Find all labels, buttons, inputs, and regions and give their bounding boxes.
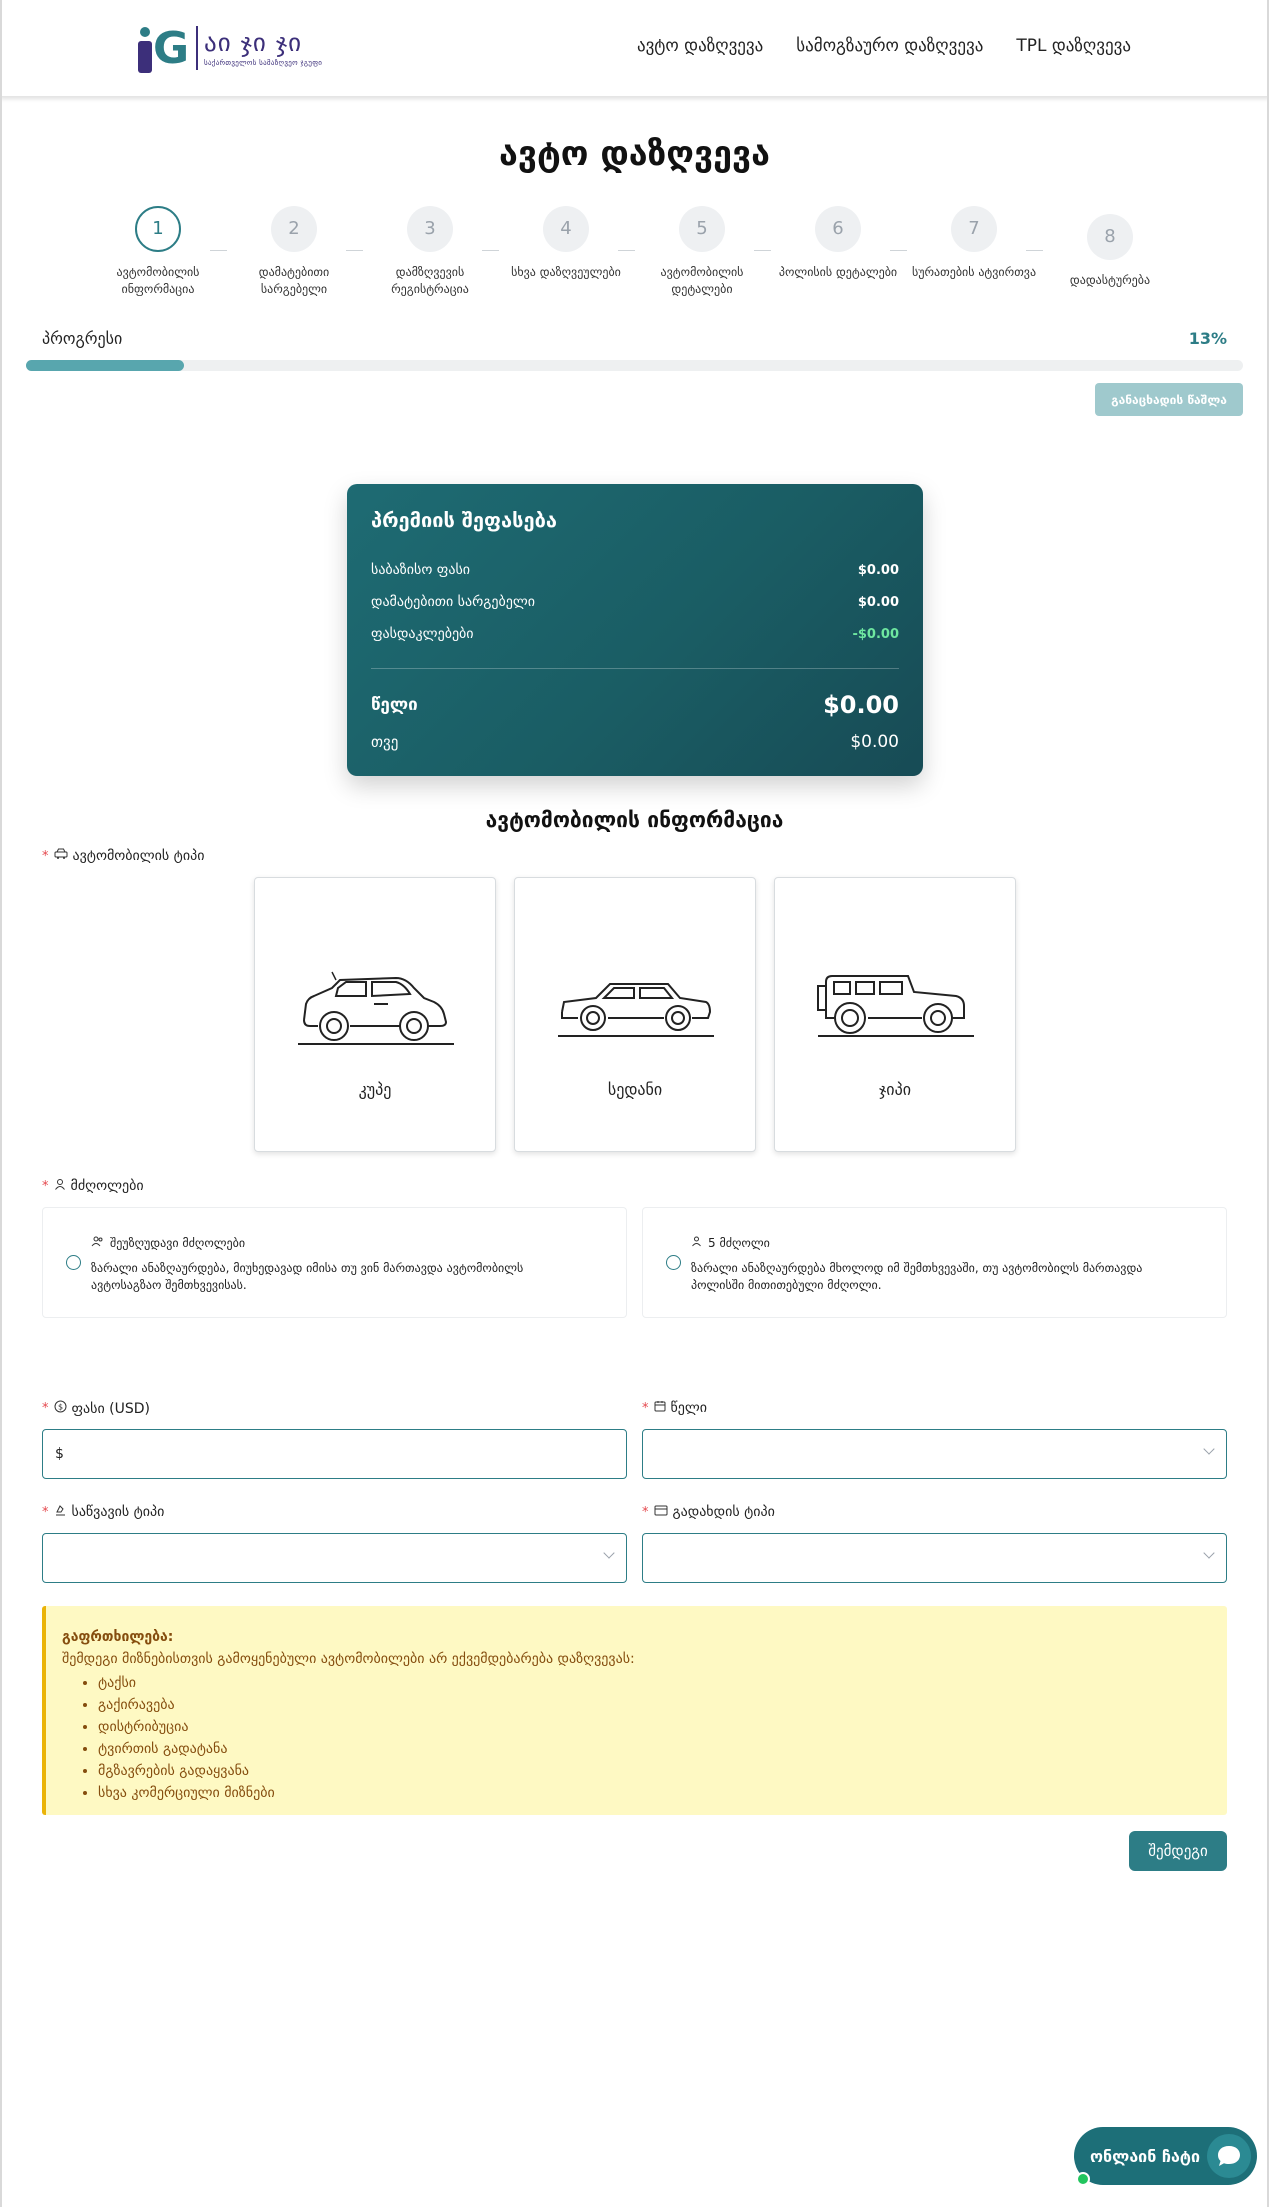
step-number: 7: [951, 206, 997, 252]
step-label: სხვა დაზღვეულები: [511, 265, 621, 279]
nav-auto-insurance[interactable]: ავტო დაზღვევა: [636, 36, 764, 56]
vehicle-option-sedan[interactable]: [514, 877, 756, 1152]
main-nav: [637, 36, 1131, 56]
driver-option-unlimited[interactable]: [42, 1207, 627, 1318]
fuel-icon: [54, 1504, 67, 1520]
step-number: 4: [543, 206, 589, 252]
step-label: დამზღვევის რეგისტრაცია: [391, 265, 469, 296]
fuel-type-select[interactable]: [42, 1533, 627, 1583]
vehicle-option-label: კუპე: [358, 1080, 392, 1099]
list-item: • ტაქსი: [98, 1672, 1211, 1694]
payment-type-select[interactable]: [642, 1533, 1227, 1583]
drivers-label: * მძღოლები: [42, 1178, 144, 1194]
chat-bubble-icon: [1207, 2134, 1251, 2178]
premium-row-label: დამატებითი სარგებელი: [371, 594, 535, 610]
chevron-down-icon: [1204, 1445, 1214, 1455]
fuel-type-label: * საწვავის ტიპი: [42, 1504, 165, 1520]
driver-option-title: [91, 1236, 245, 1250]
users-icon: [91, 1236, 104, 1250]
site-header: [0, 0, 1269, 97]
premium-estimate-card: [347, 484, 923, 776]
premium-monthly: [371, 723, 899, 761]
vehicle-option-label: ჯიპი: [879, 1080, 911, 1099]
step-8[interactable]: [1042, 214, 1178, 289]
step-2[interactable]: [226, 206, 362, 298]
logo-mark: G: [138, 21, 194, 75]
progress-bar-fill: [26, 360, 184, 371]
premium-row-extras: [371, 586, 899, 618]
step-1[interactable]: [90, 206, 226, 298]
vehicle-option-coupe[interactable]: [254, 877, 496, 1152]
step-6[interactable]: [770, 206, 906, 281]
driver-option-desc: ზარალი ანაზღაურდება მხოლოდ იმ შემთხვევაში, თუ ავტომობილს მართავდა პოლისში მითითებული მძღოლი.: [691, 1261, 1143, 1292]
step-label: სურათების ატვირთვა: [911, 265, 1037, 279]
car-icon: [54, 848, 68, 864]
premium-yearly-label: წელი: [371, 695, 418, 715]
premium-title: პრემიის შეფასება: [371, 508, 557, 532]
drivers-label-text: მძღოლები: [70, 1178, 144, 1194]
premium-row-value: -$0.00: [852, 626, 899, 642]
jeep-icon: [816, 958, 976, 1058]
delete-application-button[interactable]: განაცხადის წაშლა: [1095, 383, 1243, 416]
step-number: 5: [679, 206, 725, 252]
price-label: * $ ფასი (USD): [42, 1400, 151, 1417]
premium-monthly-label: თვე: [371, 733, 399, 751]
sedan-icon: [556, 958, 716, 1058]
page-title: ავტო დაზღვევა: [499, 134, 770, 174]
premium-row-value: $0.00: [857, 594, 899, 610]
step-3[interactable]: [362, 206, 498, 298]
logo[interactable]: [138, 20, 338, 76]
vehicle-type-label: * ავტომობილის ტიპი: [42, 848, 205, 864]
step-label: დამატებითი სარგებელი: [258, 265, 330, 296]
step-number: 3: [407, 206, 453, 252]
user-icon: [54, 1178, 66, 1194]
logo-subtitle: საქართველოს სამაზღვეო ჯგუფი: [204, 59, 323, 67]
divider: [371, 668, 899, 669]
user-icon: [691, 1236, 702, 1250]
premium-row-discounts: [371, 618, 899, 650]
year-label: * წელი: [642, 1400, 708, 1416]
nav-travel-insurance[interactable]: სამოგზაურო დაზღვევა: [796, 36, 984, 56]
warning-intro: შემდეგი მიზნებისთვის გამოყენებული ავტომობილები არ ექვემდებარება დაზღვევას:: [62, 1651, 635, 1667]
next-button[interactable]: შემდეგი: [1129, 1831, 1227, 1871]
vehicle-option-jeep[interactable]: [774, 877, 1016, 1152]
step-label: ავტომობილის ინფორმაცია: [116, 265, 200, 296]
list-item: • გაქირავება: [98, 1694, 1211, 1716]
driver-option-title-text: შეუზღუდავი მძღოლები: [110, 1236, 246, 1250]
step-7[interactable]: [906, 206, 1042, 281]
premium-row-base: [371, 554, 899, 586]
progress-bar: [26, 360, 1243, 371]
chevron-down-icon: [604, 1549, 614, 1559]
vehicle-option-label: სედანი: [607, 1080, 663, 1099]
chat-label: ონლაინ ჩატი: [1090, 2146, 1201, 2166]
premium-yearly: [371, 687, 899, 723]
progress-percent: 13%: [1188, 329, 1227, 348]
year-select[interactable]: [642, 1429, 1227, 1479]
chevron-down-icon: [1204, 1549, 1214, 1559]
radio-unlimited-drivers[interactable]: [66, 1255, 81, 1270]
progress-label: პროგრესი: [42, 329, 123, 348]
online-status-dot: [1076, 2172, 1090, 2186]
svg-text:$: $: [57, 1402, 63, 1412]
step-number: 8: [1087, 214, 1133, 260]
price-prefix: $: [55, 1446, 64, 1462]
radio-five-drivers[interactable]: [666, 1255, 681, 1270]
premium-row-value: $0.00: [857, 562, 899, 578]
warning-box: [42, 1606, 1227, 1815]
list-item: • მგზავრების გადაყვანა: [98, 1760, 1211, 1782]
payment-type-label-text: გადახდის ტიპი: [672, 1504, 775, 1520]
nav-tpl-insurance[interactable]: TPL დაზღვევა: [1016, 36, 1131, 56]
driver-option-title-text: 5 მძღოლი: [708, 1236, 770, 1250]
warning-title: გაფრთხილება:: [62, 1629, 174, 1645]
premium-yearly-value: $0.00: [823, 691, 899, 719]
step-label: პოლისის დეტალები: [778, 265, 898, 279]
online-chat-button[interactable]: [1074, 2127, 1257, 2185]
payment-type-label: * გადახდის ტიპი: [642, 1504, 775, 1520]
price-input[interactable]: [42, 1429, 627, 1479]
step-number: 6: [815, 206, 861, 252]
logo-name: აი ჯი ჯი: [204, 28, 303, 57]
driver-option-title: [691, 1236, 770, 1250]
list-item: • სხვა კომერციული მიზნები: [98, 1782, 1211, 1804]
step-5[interactable]: [634, 206, 770, 298]
list-item: • დისტრიბუცია: [98, 1716, 1211, 1738]
fuel-type-label-text: საწვავის ტიპი: [71, 1504, 165, 1520]
driver-option-five[interactable]: [642, 1207, 1227, 1318]
driver-option-desc: ზარალი ანაზღაურდება, მიუხედავად იმისა თუ ვინ მართავდა ავტომობილს ავტოსაგზაო შემთხვევისას.: [91, 1261, 524, 1292]
premium-row-label: საბაზისო ფასი: [371, 562, 471, 578]
premium-row-label: ფასდაკლებები: [371, 626, 474, 642]
step-number: 1: [135, 206, 181, 252]
premium-monthly-value: $0.00: [850, 732, 899, 752]
step-4[interactable]: [498, 206, 634, 281]
coupe-icon: [296, 958, 456, 1058]
stepper: [90, 206, 1180, 306]
step-number: 2: [271, 206, 317, 252]
warning-list: [98, 1672, 1211, 1804]
step-label: ავტომობილის დეტალები: [660, 265, 744, 296]
section-title: ავტომობილის ინფორმაცია: [485, 808, 784, 832]
vehicle-type-label-text: ავტომობილის ტიპი: [72, 848, 205, 864]
year-label-text: წელი: [670, 1400, 708, 1416]
dollar-circle-icon: [54, 1400, 67, 1417]
calendar-icon: [654, 1400, 666, 1416]
step-label: დადასტურება: [1069, 273, 1151, 287]
list-item: • ტვირთის გადატანა: [98, 1738, 1211, 1760]
credit-card-icon: [654, 1505, 668, 1520]
price-label-text: ფასი (USD): [71, 1400, 151, 1417]
